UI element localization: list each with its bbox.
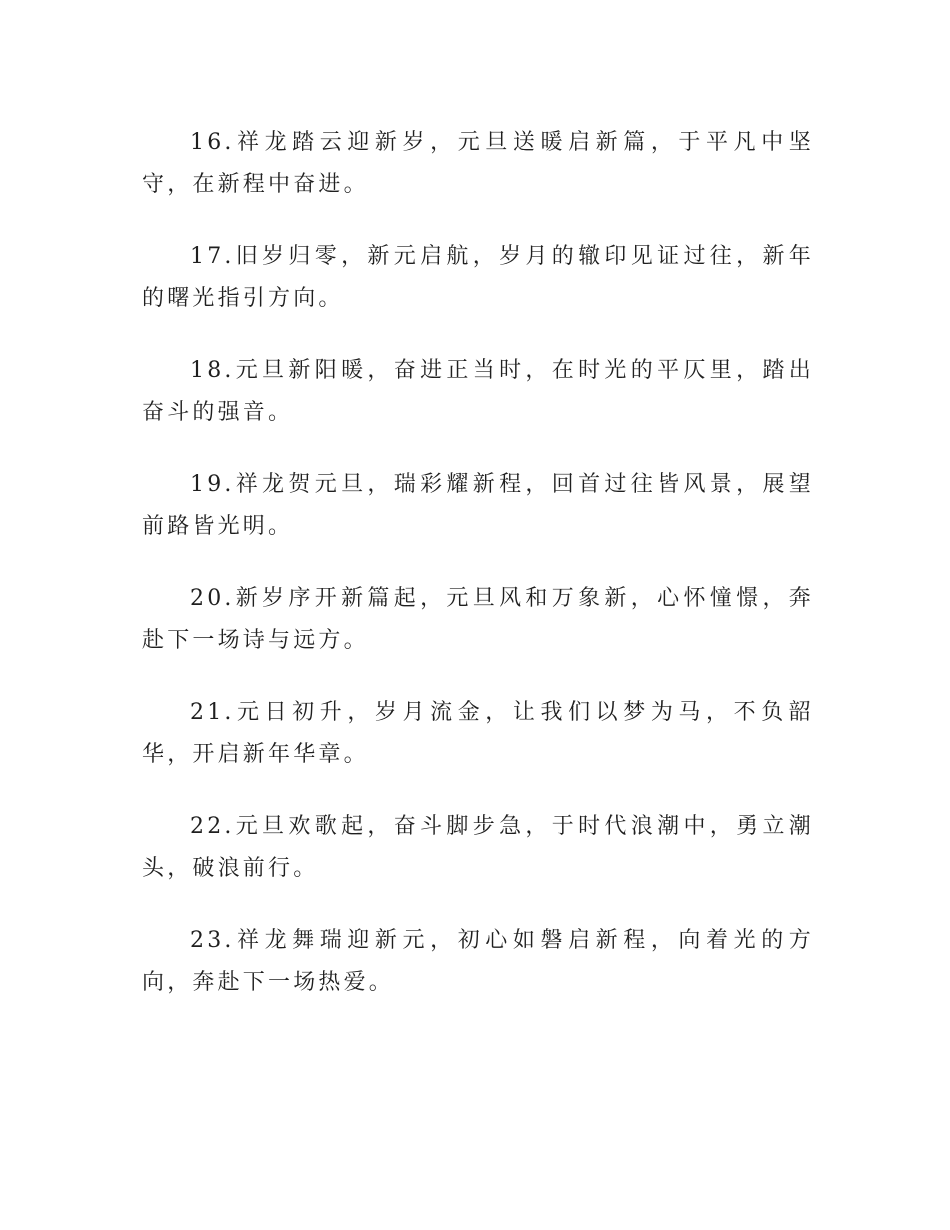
paragraph-16: 16.祥龙踏云迎新岁，元旦送暖启新篇，于平凡中坚守，在新程中奋进。 (142, 130, 814, 197)
document-body (142, 122, 814, 1034)
paragraph-17: 17.旧岁归零，新元启航，岁月的辙印见证过往，新年的曙光指引方向。 (142, 244, 814, 311)
paragraph-21: 21.元日初升，岁月流金，让我们以梦为马，不负韶华，开启新年华章。 (142, 700, 814, 767)
paragraph-22: 22.元旦欢歌起，奋斗脚步急，于时代浪潮中，勇立潮头，破浪前行。 (142, 814, 814, 881)
paragraph-23: 23.祥龙舞瑞迎新元，初心如磐启新程，向着光的方向，奔赴下一场热爱。 (142, 928, 814, 995)
paragraph-19: 19.祥龙贺元旦，瑞彩耀新程，回首过往皆风景，展望前路皆光明。 (142, 472, 814, 539)
paragraph-20: 20.新岁序开新篇起，元旦风和万象新，心怀憧憬，奔赴下一场诗与远方。 (142, 586, 814, 653)
paragraph-18: 18.元旦新阳暖，奋进正当时，在时光的平仄里，踏出奋斗的强音。 (142, 358, 814, 425)
